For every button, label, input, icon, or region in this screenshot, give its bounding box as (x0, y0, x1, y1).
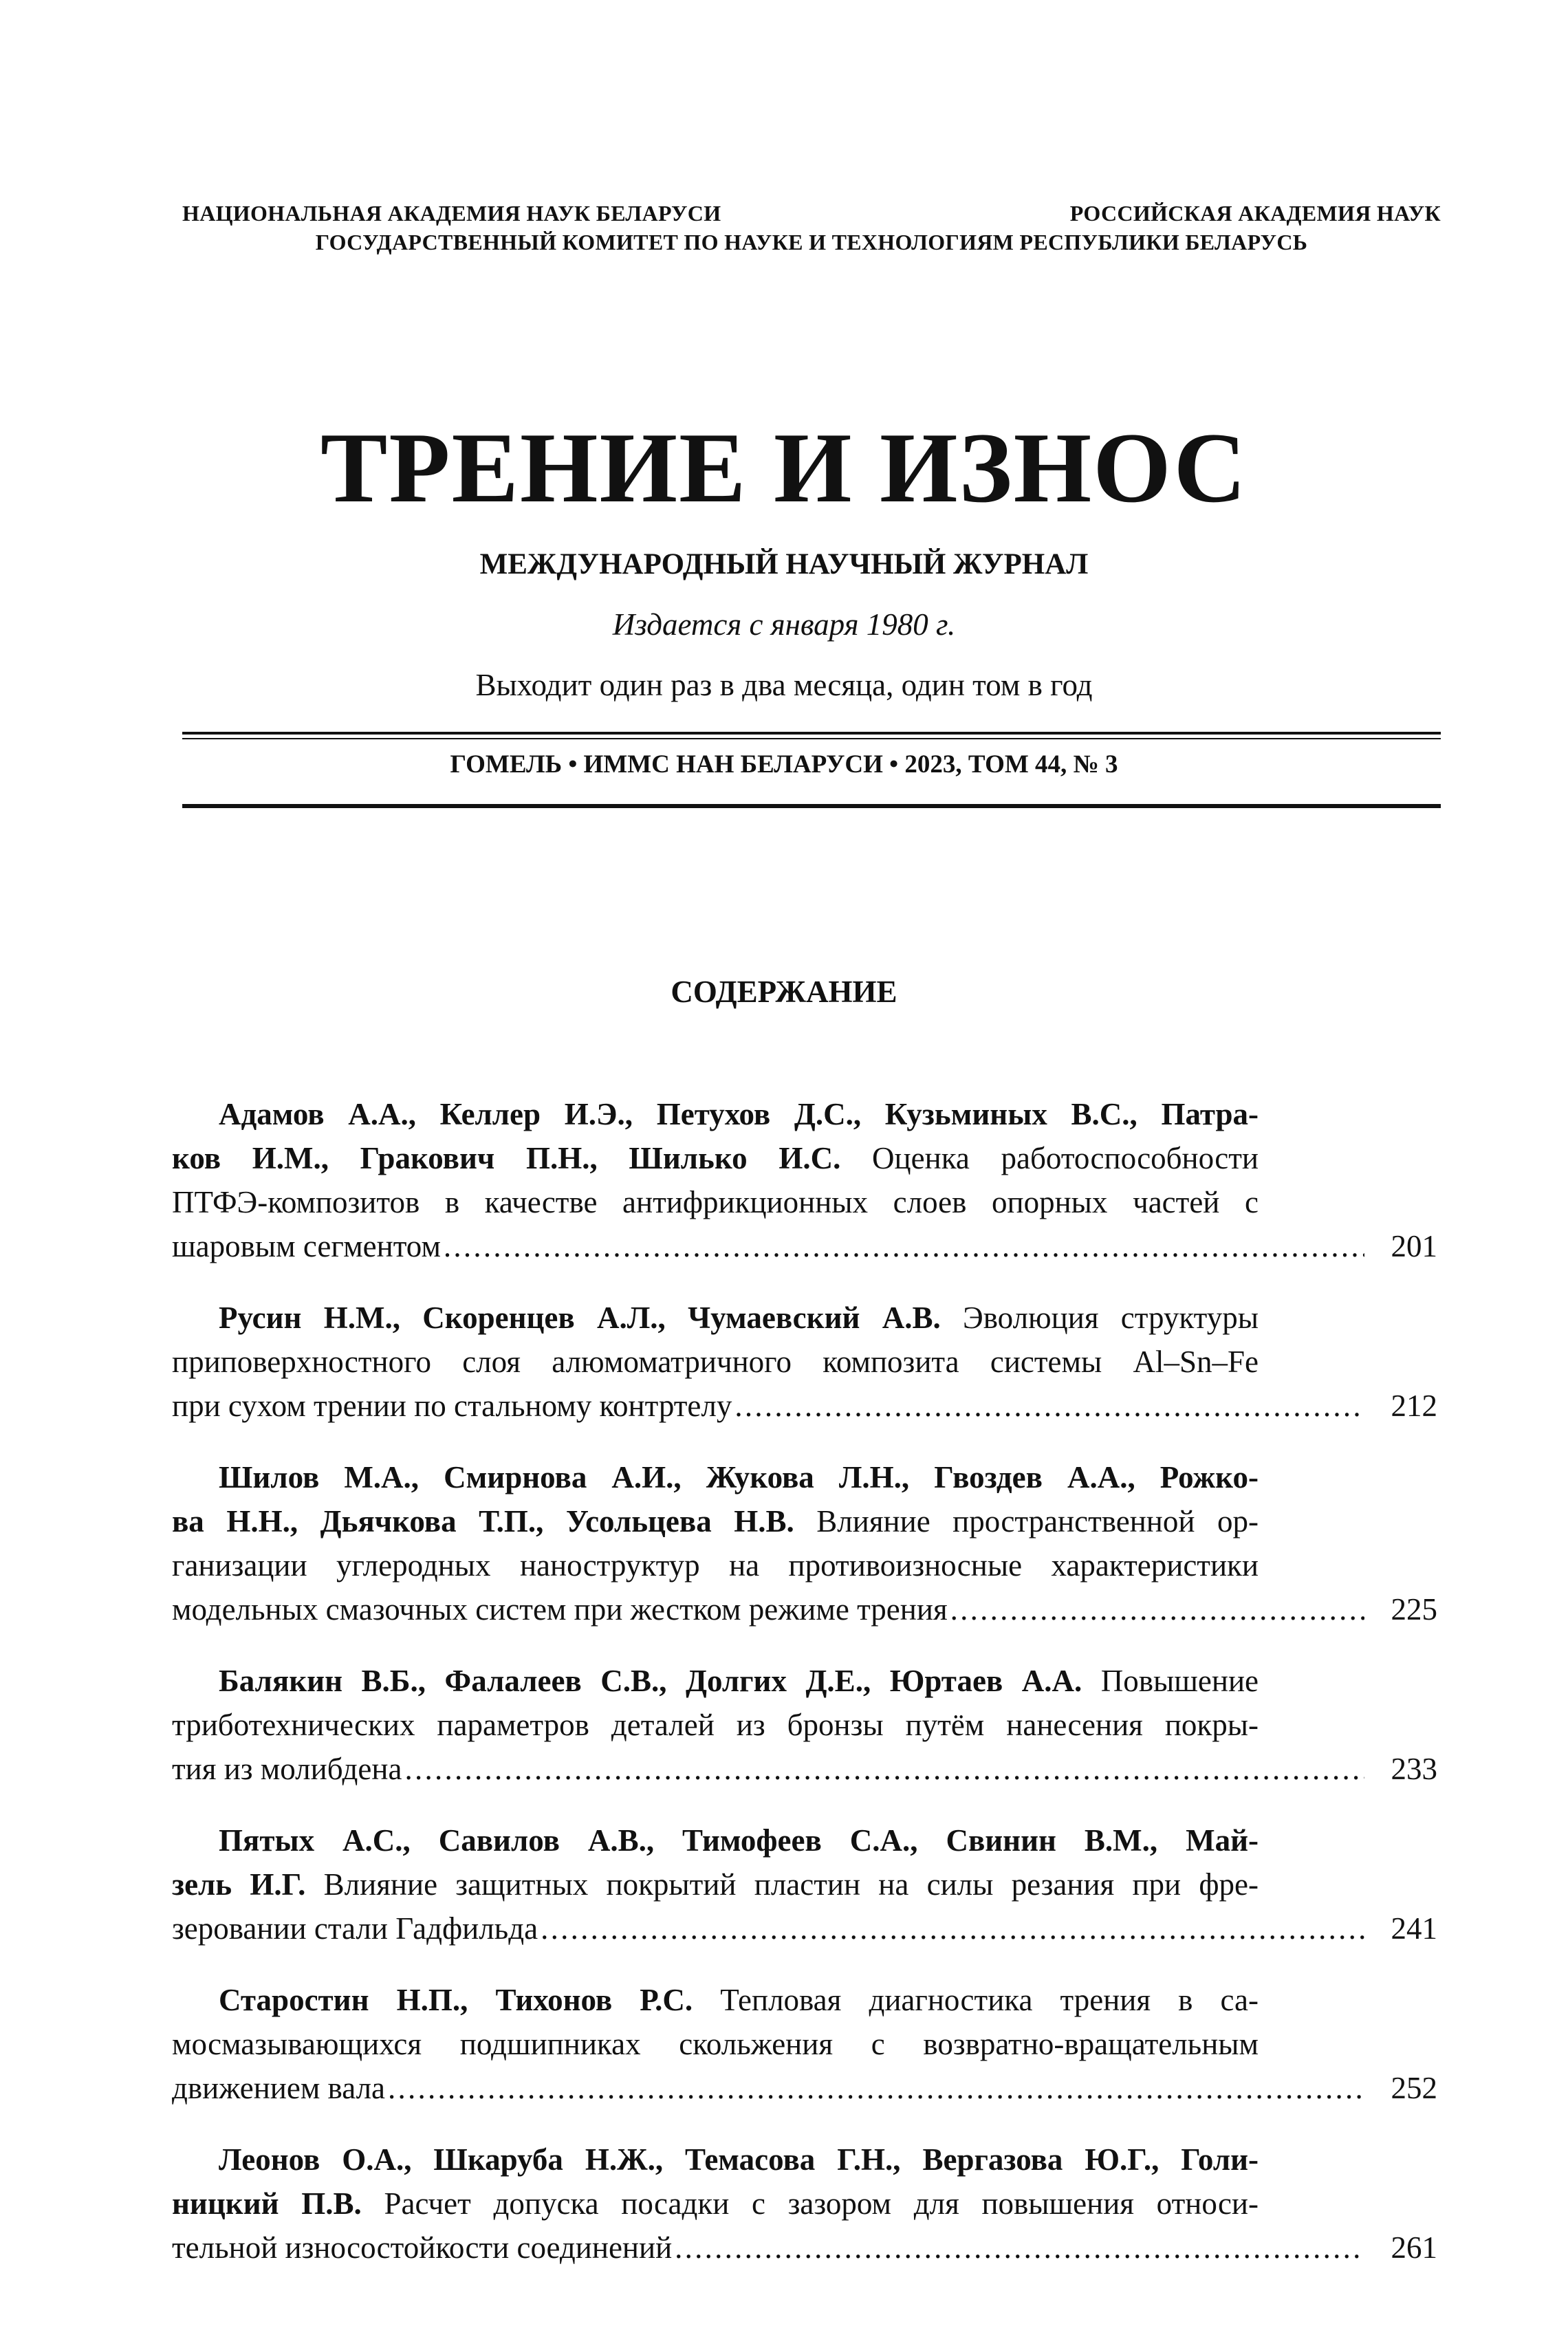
toc-page-number: 233 (1391, 1752, 1437, 1786)
toc-title-end: движением вала (172, 2071, 386, 2105)
toc-entry[interactable] (172, 1978, 1437, 2110)
toc-title-part: Влияние пространственной ор- (794, 1504, 1259, 1539)
toc-line: ПТФЭ-композитов в качестве антифрикционных слоев опорных частей с (172, 1185, 1259, 1219)
header-orgs-row (182, 201, 1441, 226)
toc-authors: Леонов О.А., Шкаруба Н.Ж., Темасова Г.Н., Вергазова Ю.Г., Голи- (219, 2142, 1259, 2177)
org-state-committee: ГОСУДАРСТВЕННЫЙ КОМИТЕТ ПО НАУКЕ И ТЕХНОЛОГИЯМ РЕСПУБЛИКИ БЕЛАРУСЬ (315, 230, 1308, 254)
toc-title-end: модельных смазочных систем при жестком режиме трения (172, 1592, 948, 1627)
journal-frequency: Выходит один раз в два месяца, один том в год (475, 668, 1093, 702)
toc-leader-dots (444, 1224, 1364, 1268)
toc-page-number: 225 (1391, 1592, 1437, 1627)
toc-authors: ков И.М., Гракович П.Н., Шилько И.С. (172, 1141, 841, 1175)
toc-title-end: шаровым сегментом (172, 1229, 441, 1263)
toc-page-number: 201 (1391, 1229, 1437, 1263)
toc-entry[interactable] (172, 1296, 1437, 1428)
toc-line (172, 1092, 1259, 1136)
toc-leader-dots (950, 1587, 1364, 1631)
org-ras: РОССИЙСКАЯ АКАДЕМИЯ НАУК (1069, 201, 1441, 226)
toc-last-line (172, 1224, 1437, 1268)
toc-authors: Шилов М.А., Смирнова А.И., Жукова Л.Н., Гвоздев А.А., Рожко- (219, 1460, 1259, 1494)
toc-last-line (172, 2226, 1437, 2270)
toc-line (172, 1818, 1259, 1862)
toc-title-part: Оценка работоспособности (840, 1141, 1259, 1175)
toc-page-number: 241 (1391, 1911, 1437, 1946)
toc-leader-dots (388, 2066, 1364, 2110)
toc-authors: Пятых А.С., Савилов А.В., Тимофеев С.А., Свинин В.М., Май- (219, 1823, 1259, 1858)
toc-line (172, 1862, 1259, 1906)
journal-imprint: ГОМЕЛЬ • ИММС НАН БЕЛАРУСИ • 2023, ТОМ 44, № 3 (450, 750, 1118, 779)
toc-last-line (172, 1747, 1437, 1791)
toc-authors: Русин Н.М., Скоренцев А.Л., Чумаевский А.В. (219, 1301, 941, 1335)
toc-line (172, 1455, 1259, 1499)
toc-page-number: 261 (1391, 2230, 1437, 2265)
toc-entry[interactable] (172, 1455, 1437, 1631)
toc-last-line (172, 1384, 1437, 1428)
toc-leader-dots (734, 1384, 1364, 1428)
toc-line: мосмазывающихся подшипниках скольжения с возвратно-вращательным (172, 2027, 1259, 2061)
toc-authors: Старостин Н.П., Тихонов Р.С. (219, 1983, 693, 2017)
toc-line: триботехнических параметров деталей из бронзы путём нанесения покры- (172, 1708, 1259, 1742)
toc-title-part: Расчет допуска посадки с зазором для повышения относи- (361, 2186, 1259, 2221)
toc-last-line (172, 1587, 1437, 1631)
toc-line (172, 1136, 1259, 1180)
toc-title-part: Влияние защитных покрытий пластин на силы резания при фре- (305, 1867, 1259, 1902)
toc-line (172, 1659, 1259, 1703)
toc-last-line (172, 2066, 1437, 2110)
toc-entry[interactable] (172, 1818, 1437, 1950)
toc-line: приповерхностного слоя алюмоматричного композита системы Al–Sn–Fe (172, 1345, 1259, 1379)
toc-line: ганизации углеродных наноструктур на противоизносные характеристики (172, 1548, 1259, 1583)
toc-last-line (172, 1906, 1437, 1950)
top-divider (182, 732, 1441, 739)
toc-title-part: Повышение (1082, 1664, 1259, 1698)
contents-heading: СОДЕРЖАНИЕ (671, 975, 897, 1009)
journal-subtitle: МЕЖДУНАРОДНЫЙ НАУЧНЫЙ ЖУРНАЛ (479, 548, 1089, 580)
toc-title-part: Тепловая диагностика трения в са- (693, 1983, 1259, 2017)
toc-leader-dots (404, 1747, 1364, 1791)
toc-authors: ницкий П.В. (172, 2186, 362, 2221)
toc-authors: Адамов А.А., Келлер И.Э., Петухов Д.С., Кузьминых В.С., Патра- (219, 1097, 1259, 1131)
journal-since: Издается с января 1980 г. (612, 607, 956, 642)
toc-leader-dots (675, 2226, 1364, 2270)
toc-authors: Балякин В.Б., Фалалеев С.В., Долгих Д.Е., Юртаев А.А. (219, 1664, 1082, 1698)
toc-title-part: Эволюция структуры (940, 1301, 1259, 1335)
org-nas-belarus: НАЦИОНАЛЬНАЯ АКАДЕМИЯ НАУК БЕЛАРУСИ (182, 201, 721, 226)
journal-title: ТРЕНИЕ И ИЗНОС (320, 412, 1248, 523)
bottom-divider (182, 801, 1441, 808)
toc-line (172, 2182, 1259, 2226)
toc-leader-dots (541, 1906, 1364, 1950)
toc-page-number: 212 (1391, 1389, 1437, 1423)
table-of-contents (172, 1092, 1437, 2297)
toc-title-end: тия из молибдена (172, 1752, 402, 1786)
toc-line (172, 1499, 1259, 1543)
toc-page-number: 252 (1391, 2071, 1437, 2105)
toc-title-end: при сухом трении по стальному контртелу (172, 1389, 732, 1423)
toc-authors: ва Н.Н., Дьячкова Т.П., Усольцева Н.В. (172, 1504, 794, 1539)
toc-entry[interactable] (172, 1092, 1437, 1268)
toc-line (172, 1978, 1259, 2022)
toc-title-end: тельной износостойкости соединений (172, 2230, 673, 2265)
toc-entry[interactable] (172, 2138, 1437, 2270)
toc-line (172, 2138, 1259, 2182)
toc-line (172, 1296, 1259, 1340)
toc-authors: зель И.Г. (172, 1867, 306, 1902)
toc-title-end: зеровании стали Гадфильда (172, 1911, 538, 1946)
toc-entry[interactable] (172, 1659, 1437, 1791)
